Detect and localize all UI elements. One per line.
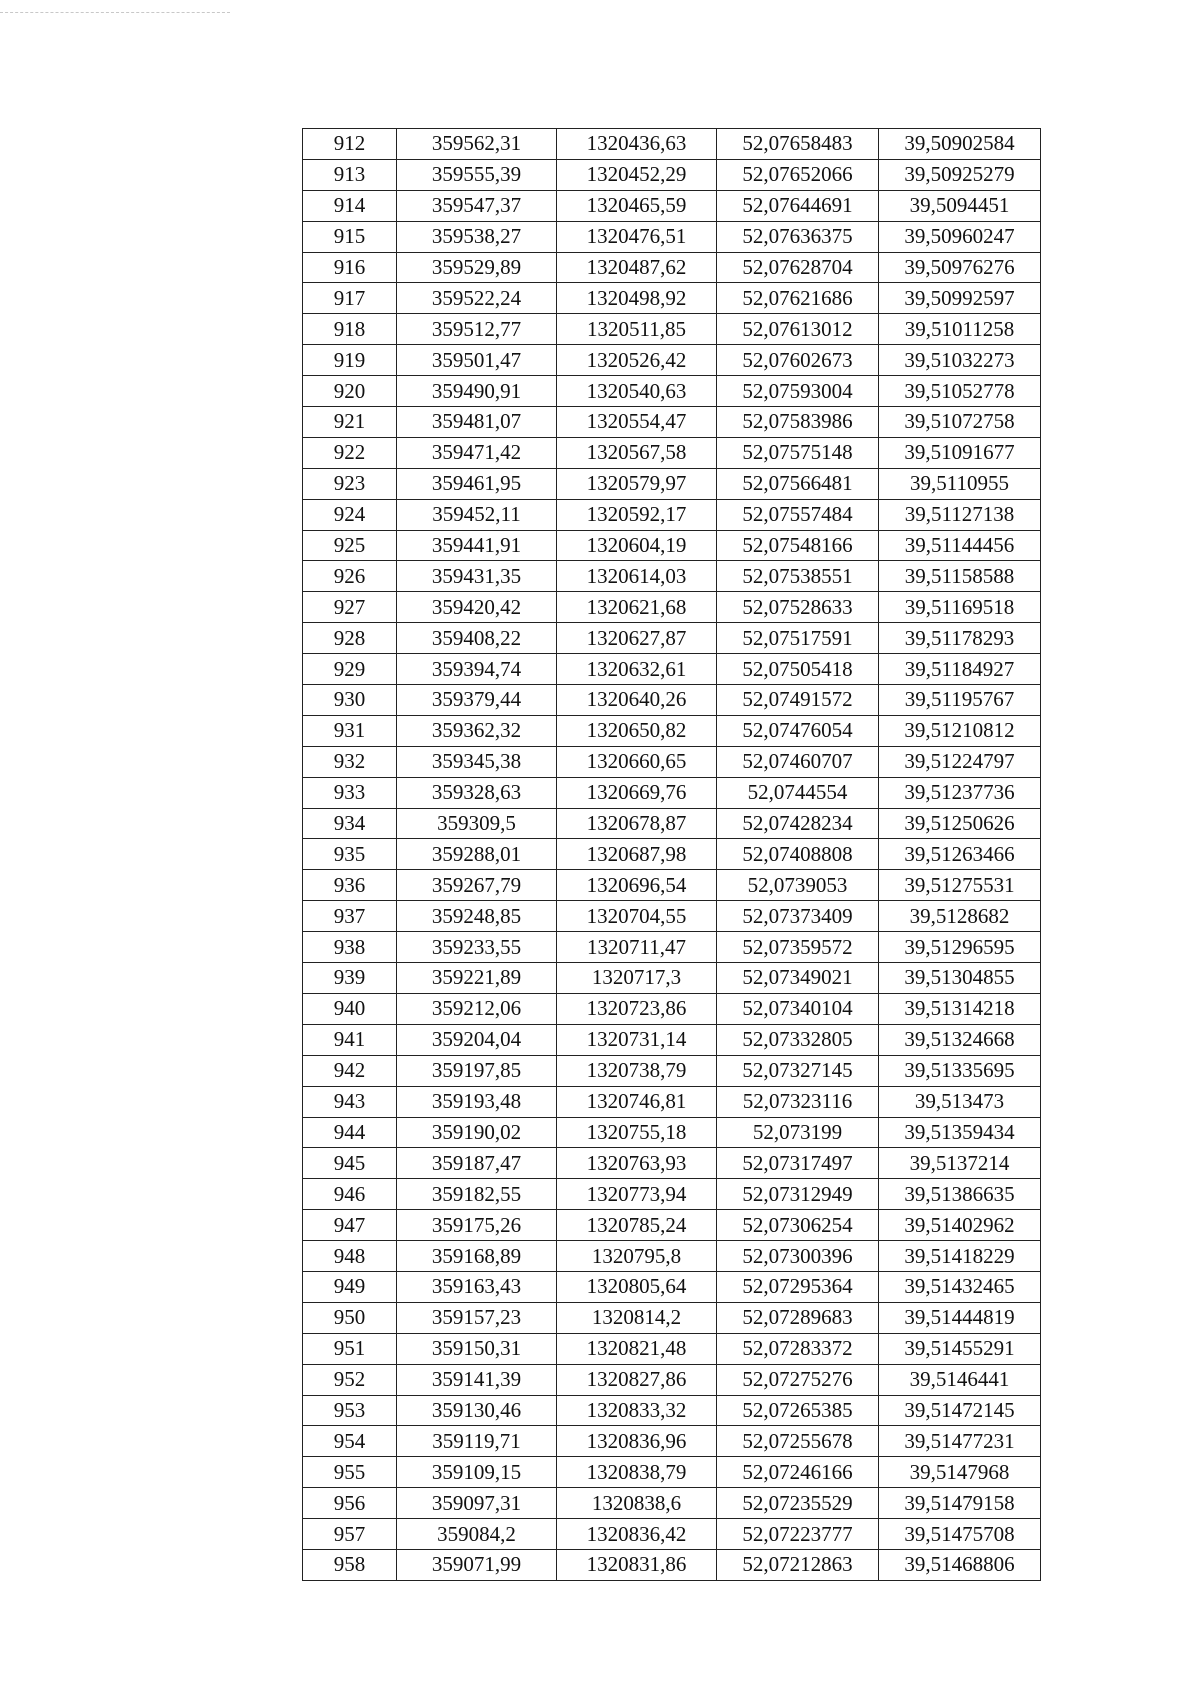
- point-number-cell: 938: [303, 932, 397, 963]
- point-number-cell: 930: [303, 685, 397, 716]
- x-coordinate-cell: 359394,74: [397, 654, 557, 685]
- x-coordinate-cell: 359197,85: [397, 1055, 557, 1086]
- point-number-cell: 955: [303, 1457, 397, 1488]
- y-coordinate-cell: 1320669,76: [557, 777, 717, 808]
- latitude-cell: 52,07275276: [717, 1364, 879, 1395]
- x-coordinate-cell: 359130,46: [397, 1395, 557, 1426]
- y-coordinate-cell: 1320487,62: [557, 252, 717, 283]
- latitude-cell: 52,07566481: [717, 468, 879, 499]
- longitude-cell: 39,51402962: [879, 1210, 1041, 1241]
- point-number-cell: 935: [303, 839, 397, 870]
- point-number-cell: 917: [303, 283, 397, 314]
- point-number-cell: 920: [303, 376, 397, 407]
- latitude-cell: 52,07340104: [717, 993, 879, 1024]
- scan-artifact-line: [0, 12, 230, 13]
- y-coordinate-cell: 1320838,6: [557, 1488, 717, 1519]
- table-row: [303, 839, 1041, 870]
- point-number-cell: 937: [303, 901, 397, 932]
- latitude-cell: 52,07408808: [717, 839, 879, 870]
- point-number-cell: 916: [303, 252, 397, 283]
- latitude-cell: 52,07332805: [717, 1024, 879, 1055]
- table-row: [303, 808, 1041, 839]
- table-row: [303, 654, 1041, 685]
- longitude-cell: 39,50925279: [879, 159, 1041, 190]
- y-coordinate-cell: 1320465,59: [557, 190, 717, 221]
- longitude-cell: 39,51210812: [879, 715, 1041, 746]
- point-number-cell: 952: [303, 1364, 397, 1395]
- x-coordinate-cell: 359362,32: [397, 715, 557, 746]
- point-number-cell: 942: [303, 1055, 397, 1086]
- y-coordinate-cell: 1320498,92: [557, 283, 717, 314]
- x-coordinate-cell: 359562,31: [397, 129, 557, 160]
- x-coordinate-cell: 359547,37: [397, 190, 557, 221]
- x-coordinate-cell: 359512,77: [397, 314, 557, 345]
- longitude-cell: 39,51263466: [879, 839, 1041, 870]
- table-row: [303, 777, 1041, 808]
- latitude-cell: 52,07349021: [717, 963, 879, 994]
- y-coordinate-cell: 1320476,51: [557, 221, 717, 252]
- x-coordinate-cell: 359168,89: [397, 1241, 557, 1272]
- point-number-cell: 924: [303, 499, 397, 530]
- table-row: [303, 1549, 1041, 1580]
- table-row: [303, 963, 1041, 994]
- y-coordinate-cell: 1320540,63: [557, 376, 717, 407]
- y-coordinate-cell: 1320704,55: [557, 901, 717, 932]
- longitude-cell: 39,51386635: [879, 1179, 1041, 1210]
- latitude-cell: 52,07583986: [717, 407, 879, 438]
- longitude-cell: 39,51144456: [879, 530, 1041, 561]
- longitude-cell: 39,50960247: [879, 221, 1041, 252]
- point-number-cell: 958: [303, 1549, 397, 1580]
- point-number-cell: 929: [303, 654, 397, 685]
- latitude-cell: 52,07621686: [717, 283, 879, 314]
- point-number-cell: 932: [303, 746, 397, 777]
- coordinates-table-body: [303, 129, 1041, 1581]
- x-coordinate-cell: 359187,47: [397, 1148, 557, 1179]
- point-number-cell: 913: [303, 159, 397, 190]
- y-coordinate-cell: 1320696,54: [557, 870, 717, 901]
- point-number-cell: 950: [303, 1302, 397, 1333]
- point-number-cell: 912: [303, 129, 397, 160]
- x-coordinate-cell: 359471,42: [397, 437, 557, 468]
- y-coordinate-cell: 1320567,58: [557, 437, 717, 468]
- table-row: [303, 1488, 1041, 1519]
- table-row: [303, 1426, 1041, 1457]
- longitude-cell: 39,51275531: [879, 870, 1041, 901]
- y-coordinate-cell: 1320763,93: [557, 1148, 717, 1179]
- longitude-cell: 39,51072758: [879, 407, 1041, 438]
- point-number-cell: 934: [303, 808, 397, 839]
- latitude-cell: 52,07265385: [717, 1395, 879, 1426]
- longitude-cell: 39,50902584: [879, 129, 1041, 160]
- longitude-cell: 39,51011258: [879, 314, 1041, 345]
- point-number-cell: 939: [303, 963, 397, 994]
- x-coordinate-cell: 359452,11: [397, 499, 557, 530]
- latitude-cell: 52,07373409: [717, 901, 879, 932]
- y-coordinate-cell: 1320640,26: [557, 685, 717, 716]
- y-coordinate-cell: 1320579,97: [557, 468, 717, 499]
- x-coordinate-cell: 359212,06: [397, 993, 557, 1024]
- latitude-cell: 52,07658483: [717, 129, 879, 160]
- x-coordinate-cell: 359175,26: [397, 1210, 557, 1241]
- longitude-cell: 39,51237736: [879, 777, 1041, 808]
- table-row: [303, 715, 1041, 746]
- y-coordinate-cell: 1320827,86: [557, 1364, 717, 1395]
- x-coordinate-cell: 359157,23: [397, 1302, 557, 1333]
- point-number-cell: 957: [303, 1519, 397, 1550]
- latitude-cell: 52,07235529: [717, 1488, 879, 1519]
- x-coordinate-cell: 359248,85: [397, 901, 557, 932]
- y-coordinate-cell: 1320452,29: [557, 159, 717, 190]
- latitude-cell: 52,07306254: [717, 1210, 879, 1241]
- point-number-cell: 941: [303, 1024, 397, 1055]
- table-row: [303, 623, 1041, 654]
- table-row: [303, 190, 1041, 221]
- x-coordinate-cell: 359288,01: [397, 839, 557, 870]
- x-coordinate-cell: 359431,35: [397, 561, 557, 592]
- longitude-cell: 39,50992597: [879, 283, 1041, 314]
- latitude-cell: 52,07548166: [717, 530, 879, 561]
- x-coordinate-cell: 359071,99: [397, 1549, 557, 1580]
- table-row: [303, 1395, 1041, 1426]
- table-row: [303, 499, 1041, 530]
- y-coordinate-cell: 1320833,32: [557, 1395, 717, 1426]
- longitude-cell: 39,5147968: [879, 1457, 1041, 1488]
- table-row: [303, 314, 1041, 345]
- point-number-cell: 943: [303, 1086, 397, 1117]
- table-row: [303, 221, 1041, 252]
- x-coordinate-cell: 359190,02: [397, 1117, 557, 1148]
- table-row: [303, 1117, 1041, 1148]
- longitude-cell: 39,51475708: [879, 1519, 1041, 1550]
- longitude-cell: 39,51418229: [879, 1241, 1041, 1272]
- x-coordinate-cell: 359193,48: [397, 1086, 557, 1117]
- latitude-cell: 52,07246166: [717, 1457, 879, 1488]
- longitude-cell: 39,51169518: [879, 592, 1041, 623]
- table-row: [303, 1271, 1041, 1302]
- latitude-cell: 52,07300396: [717, 1241, 879, 1272]
- y-coordinate-cell: 1320592,17: [557, 499, 717, 530]
- y-coordinate-cell: 1320836,96: [557, 1426, 717, 1457]
- table-row: [303, 468, 1041, 499]
- latitude-cell: 52,07491572: [717, 685, 879, 716]
- x-coordinate-cell: 359379,44: [397, 685, 557, 716]
- table-row: [303, 376, 1041, 407]
- longitude-cell: 39,51335695: [879, 1055, 1041, 1086]
- table-row: [303, 252, 1041, 283]
- latitude-cell: 52,07255678: [717, 1426, 879, 1457]
- longitude-cell: 39,51304855: [879, 963, 1041, 994]
- table-row: [303, 746, 1041, 777]
- point-number-cell: 947: [303, 1210, 397, 1241]
- table-row: [303, 1302, 1041, 1333]
- x-coordinate-cell: 359490,91: [397, 376, 557, 407]
- coordinates-table: [302, 128, 1041, 1581]
- point-number-cell: 926: [303, 561, 397, 592]
- longitude-cell: 39,513473: [879, 1086, 1041, 1117]
- longitude-cell: 39,51359434: [879, 1117, 1041, 1148]
- x-coordinate-cell: 359408,22: [397, 623, 557, 654]
- point-number-cell: 918: [303, 314, 397, 345]
- x-coordinate-cell: 359555,39: [397, 159, 557, 190]
- table-row: [303, 901, 1041, 932]
- table-row: [303, 345, 1041, 376]
- point-number-cell: 949: [303, 1271, 397, 1302]
- longitude-cell: 39,51178293: [879, 623, 1041, 654]
- x-coordinate-cell: 359204,04: [397, 1024, 557, 1055]
- longitude-cell: 39,51184927: [879, 654, 1041, 685]
- y-coordinate-cell: 1320717,3: [557, 963, 717, 994]
- x-coordinate-cell: 359309,5: [397, 808, 557, 839]
- table-row: [303, 1024, 1041, 1055]
- latitude-cell: 52,07528633: [717, 592, 879, 623]
- x-coordinate-cell: 359267,79: [397, 870, 557, 901]
- latitude-cell: 52,07289683: [717, 1302, 879, 1333]
- latitude-cell: 52,073199: [717, 1117, 879, 1148]
- point-number-cell: 948: [303, 1241, 397, 1272]
- longitude-cell: 39,51052778: [879, 376, 1041, 407]
- longitude-cell: 39,51468806: [879, 1549, 1041, 1580]
- point-number-cell: 946: [303, 1179, 397, 1210]
- table-row: [303, 1333, 1041, 1364]
- x-coordinate-cell: 359529,89: [397, 252, 557, 283]
- longitude-cell: 39,51455291: [879, 1333, 1041, 1364]
- longitude-cell: 39,51472145: [879, 1395, 1041, 1426]
- x-coordinate-cell: 359538,27: [397, 221, 557, 252]
- longitude-cell: 39,51479158: [879, 1488, 1041, 1519]
- latitude-cell: 52,07517591: [717, 623, 879, 654]
- x-coordinate-cell: 359420,42: [397, 592, 557, 623]
- y-coordinate-cell: 1320805,64: [557, 1271, 717, 1302]
- point-number-cell: 945: [303, 1148, 397, 1179]
- table-row: [303, 1210, 1041, 1241]
- y-coordinate-cell: 1320511,85: [557, 314, 717, 345]
- point-number-cell: 914: [303, 190, 397, 221]
- longitude-cell: 39,50976276: [879, 252, 1041, 283]
- point-number-cell: 923: [303, 468, 397, 499]
- y-coordinate-cell: 1320795,8: [557, 1241, 717, 1272]
- y-coordinate-cell: 1320711,47: [557, 932, 717, 963]
- x-coordinate-cell: 359345,38: [397, 746, 557, 777]
- x-coordinate-cell: 359522,24: [397, 283, 557, 314]
- point-number-cell: 936: [303, 870, 397, 901]
- y-coordinate-cell: 1320621,68: [557, 592, 717, 623]
- y-coordinate-cell: 1320687,98: [557, 839, 717, 870]
- point-number-cell: 953: [303, 1395, 397, 1426]
- y-coordinate-cell: 1320678,87: [557, 808, 717, 839]
- y-coordinate-cell: 1320614,03: [557, 561, 717, 592]
- x-coordinate-cell: 359221,89: [397, 963, 557, 994]
- y-coordinate-cell: 1320821,48: [557, 1333, 717, 1364]
- x-coordinate-cell: 359163,43: [397, 1271, 557, 1302]
- latitude-cell: 52,07652066: [717, 159, 879, 190]
- y-coordinate-cell: 1320746,81: [557, 1086, 717, 1117]
- latitude-cell: 52,07323116: [717, 1086, 879, 1117]
- y-coordinate-cell: 1320604,19: [557, 530, 717, 561]
- longitude-cell: 39,51250626: [879, 808, 1041, 839]
- x-coordinate-cell: 359233,55: [397, 932, 557, 963]
- y-coordinate-cell: 1320436,63: [557, 129, 717, 160]
- point-number-cell: 928: [303, 623, 397, 654]
- y-coordinate-cell: 1320831,86: [557, 1549, 717, 1580]
- longitude-cell: 39,5137214: [879, 1148, 1041, 1179]
- table-row: [303, 561, 1041, 592]
- longitude-cell: 39,5128682: [879, 901, 1041, 932]
- x-coordinate-cell: 359141,39: [397, 1364, 557, 1395]
- y-coordinate-cell: 1320738,79: [557, 1055, 717, 1086]
- longitude-cell: 39,51195767: [879, 685, 1041, 716]
- point-number-cell: 921: [303, 407, 397, 438]
- x-coordinate-cell: 359119,71: [397, 1426, 557, 1457]
- longitude-cell: 39,51324668: [879, 1024, 1041, 1055]
- x-coordinate-cell: 359461,95: [397, 468, 557, 499]
- x-coordinate-cell: 359084,2: [397, 1519, 557, 1550]
- latitude-cell: 52,07476054: [717, 715, 879, 746]
- y-coordinate-cell: 1320773,94: [557, 1179, 717, 1210]
- latitude-cell: 52,07428234: [717, 808, 879, 839]
- longitude-cell: 39,51432465: [879, 1271, 1041, 1302]
- y-coordinate-cell: 1320755,18: [557, 1117, 717, 1148]
- table-row: [303, 932, 1041, 963]
- point-number-cell: 933: [303, 777, 397, 808]
- x-coordinate-cell: 359109,15: [397, 1457, 557, 1488]
- latitude-cell: 52,07505418: [717, 654, 879, 685]
- longitude-cell: 39,5094451: [879, 190, 1041, 221]
- y-coordinate-cell: 1320836,42: [557, 1519, 717, 1550]
- point-number-cell: 931: [303, 715, 397, 746]
- table-row: [303, 993, 1041, 1024]
- y-coordinate-cell: 1320785,24: [557, 1210, 717, 1241]
- table-row: [303, 407, 1041, 438]
- table-row: [303, 870, 1041, 901]
- latitude-cell: 52,07602673: [717, 345, 879, 376]
- longitude-cell: 39,5110955: [879, 468, 1041, 499]
- y-coordinate-cell: 1320723,86: [557, 993, 717, 1024]
- longitude-cell: 39,51477231: [879, 1426, 1041, 1457]
- table-row: [303, 1179, 1041, 1210]
- point-number-cell: 915: [303, 221, 397, 252]
- point-number-cell: 919: [303, 345, 397, 376]
- longitude-cell: 39,51296595: [879, 932, 1041, 963]
- table-row: [303, 1241, 1041, 1272]
- table-row: [303, 685, 1041, 716]
- longitude-cell: 39,5146441: [879, 1364, 1041, 1395]
- x-coordinate-cell: 359097,31: [397, 1488, 557, 1519]
- table-row: [303, 159, 1041, 190]
- latitude-cell: 52,07460707: [717, 746, 879, 777]
- latitude-cell: 52,07283372: [717, 1333, 879, 1364]
- x-coordinate-cell: 359441,91: [397, 530, 557, 561]
- x-coordinate-cell: 359150,31: [397, 1333, 557, 1364]
- y-coordinate-cell: 1320526,42: [557, 345, 717, 376]
- latitude-cell: 52,07223777: [717, 1519, 879, 1550]
- point-number-cell: 927: [303, 592, 397, 623]
- longitude-cell: 39,51127138: [879, 499, 1041, 530]
- point-number-cell: 940: [303, 993, 397, 1024]
- latitude-cell: 52,07636375: [717, 221, 879, 252]
- y-coordinate-cell: 1320632,61: [557, 654, 717, 685]
- point-number-cell: 922: [303, 437, 397, 468]
- latitude-cell: 52,07327145: [717, 1055, 879, 1086]
- latitude-cell: 52,07593004: [717, 376, 879, 407]
- y-coordinate-cell: 1320814,2: [557, 1302, 717, 1333]
- longitude-cell: 39,51444819: [879, 1302, 1041, 1333]
- point-number-cell: 956: [303, 1488, 397, 1519]
- x-coordinate-cell: 359501,47: [397, 345, 557, 376]
- y-coordinate-cell: 1320731,14: [557, 1024, 717, 1055]
- table-row: [303, 1519, 1041, 1550]
- latitude-cell: 52,07312949: [717, 1179, 879, 1210]
- longitude-cell: 39,51314218: [879, 993, 1041, 1024]
- latitude-cell: 52,07557484: [717, 499, 879, 530]
- table-row: [303, 530, 1041, 561]
- longitude-cell: 39,51158588: [879, 561, 1041, 592]
- point-number-cell: 944: [303, 1117, 397, 1148]
- table-row: [303, 129, 1041, 160]
- longitude-cell: 39,51224797: [879, 746, 1041, 777]
- table-row: [303, 283, 1041, 314]
- x-coordinate-cell: 359481,07: [397, 407, 557, 438]
- latitude-cell: 52,07212863: [717, 1549, 879, 1580]
- x-coordinate-cell: 359182,55: [397, 1179, 557, 1210]
- latitude-cell: 52,0744554: [717, 777, 879, 808]
- y-coordinate-cell: 1320650,82: [557, 715, 717, 746]
- table-row: [303, 437, 1041, 468]
- latitude-cell: 52,07295364: [717, 1271, 879, 1302]
- point-number-cell: 954: [303, 1426, 397, 1457]
- table-row: [303, 1055, 1041, 1086]
- table-row: [303, 592, 1041, 623]
- point-number-cell: 925: [303, 530, 397, 561]
- latitude-cell: 52,07538551: [717, 561, 879, 592]
- latitude-cell: 52,07613012: [717, 314, 879, 345]
- latitude-cell: 52,07628704: [717, 252, 879, 283]
- table-row: [303, 1148, 1041, 1179]
- y-coordinate-cell: 1320838,79: [557, 1457, 717, 1488]
- latitude-cell: 52,07644691: [717, 190, 879, 221]
- latitude-cell: 52,07317497: [717, 1148, 879, 1179]
- x-coordinate-cell: 359328,63: [397, 777, 557, 808]
- longitude-cell: 39,51091677: [879, 437, 1041, 468]
- longitude-cell: 39,51032273: [879, 345, 1041, 376]
- latitude-cell: 52,0739053: [717, 870, 879, 901]
- latitude-cell: 52,07359572: [717, 932, 879, 963]
- point-number-cell: 951: [303, 1333, 397, 1364]
- table-row: [303, 1457, 1041, 1488]
- table-row: [303, 1364, 1041, 1395]
- y-coordinate-cell: 1320554,47: [557, 407, 717, 438]
- latitude-cell: 52,07575148: [717, 437, 879, 468]
- table-row: [303, 1086, 1041, 1117]
- y-coordinate-cell: 1320627,87: [557, 623, 717, 654]
- y-coordinate-cell: 1320660,65: [557, 746, 717, 777]
